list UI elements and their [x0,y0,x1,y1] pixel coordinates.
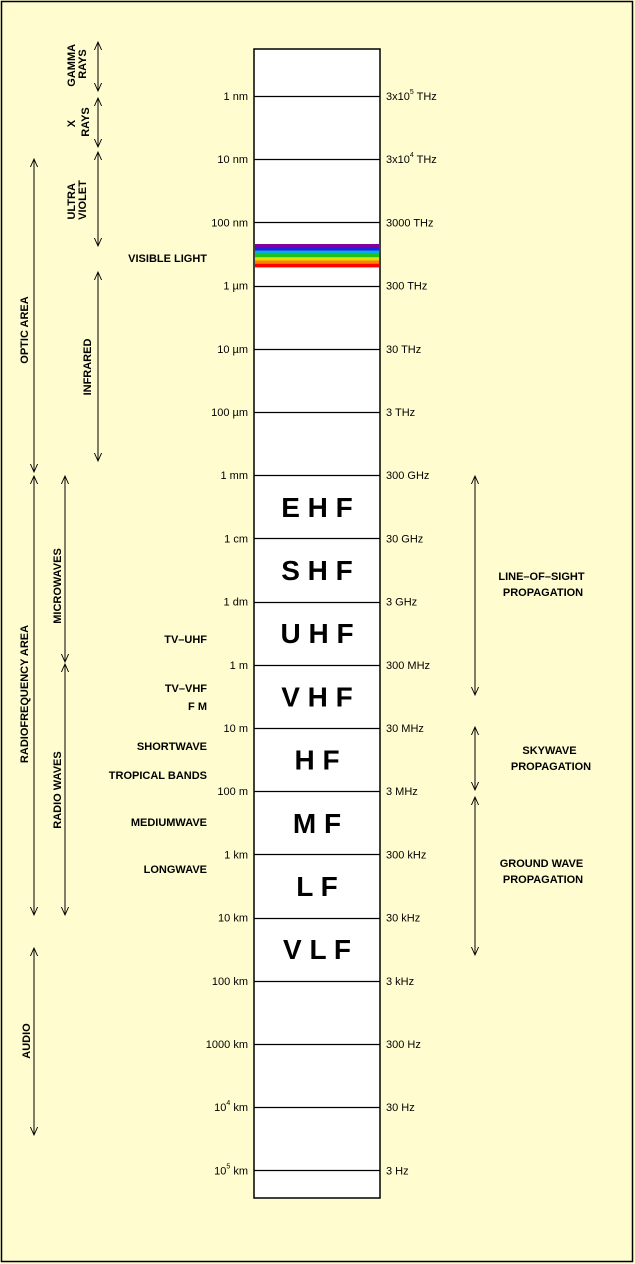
tropical-bands-label: TROPICAL BANDS [108,770,207,782]
infrared-label: INFRARED [82,338,94,396]
frequency-label: 300 Hz [386,1039,421,1051]
visible-light-stripe [255,247,379,251]
audio-label: AUDIO [21,1023,33,1059]
microwaves-label: MICROWAVES [52,548,64,624]
gamma-rays-label: GAMMA RAYS [66,44,89,87]
visible-light-stripe [255,251,379,255]
fm-label: F M [188,701,207,713]
tv-vhf-label: TV–VHF [164,683,207,695]
wavelength-label: 10 nm [217,154,248,167]
frequency-label: $3x10^5$ THz [386,89,437,103]
band-label: V L F [283,934,351,966]
radiofrequency-area-label: RADIOFREQUENCY AREA [19,624,31,764]
wavelength-label: 1 km [224,849,248,862]
visible-light-label: VISIBLE LIGHT [128,253,207,265]
frequency-label: 3 kHz [386,975,415,988]
band-label: M F [292,807,342,839]
shortwave-label: SHORTWAVE [136,741,207,753]
wavelength-label: 10 km [218,912,248,925]
visible-light-stripe [255,244,379,248]
visible-light-stripe [255,254,379,258]
frequency-label: 3000 THz [386,217,434,230]
band-label: S H F [281,555,353,586]
visible-light-stripe [255,261,379,265]
visible-light-stripes [255,244,379,267]
band-label: H F [294,744,340,776]
radio-waves-label: RADIO WAVES [52,751,64,829]
wavelength-label: 1 m [229,659,248,672]
frequency-label: 30 Hz [386,1102,415,1115]
wavelength-label: 1 dm [223,596,248,609]
wavelength-label: 100 nm [211,217,248,230]
frequency-label: 30 GHz [386,533,424,546]
frequency-label: 30 kHz [386,912,421,925]
ground-wave-label: GROUND WAVE PROPAGATION [499,858,584,886]
visible-light-stripe [255,264,379,268]
tv-uhf-label: TV–UHF [164,634,207,646]
frequency-label: 3 Hz [386,1165,409,1178]
frequency-label: 3 MHz [386,786,418,799]
ultraviolet-label: ULTRA VIOLET [66,180,89,220]
x-rays-label: X RAYS [66,107,92,137]
wavelength-label: $10^5$ km [214,1163,248,1178]
longwave-label: LONGWAVE [143,864,207,876]
band-label: L F [296,871,338,902]
frequency-label: 300 MHz [386,659,431,672]
wavelength-label: 1000 km [205,1039,248,1051]
frequency-label: $3x10^4$ THz [386,152,437,167]
wavelength-label: $10^4$ km [214,1100,248,1115]
line-of-sight-label: LINE–OF–SIGHT PROPAGATION [498,571,585,599]
visible-light-stripe [255,257,379,261]
wavelength-label: 100 m [217,786,248,799]
wavelength-label: 1 mm [220,470,248,483]
wavelength-label: 100 µm [211,407,248,419]
frequency-label: 30 MHz [386,723,424,735]
mediumwave-label: MEDIUMWAVE [130,817,207,829]
frequency-label: 3 GHz [386,596,418,609]
band-label: E H F [281,491,353,523]
frequency-label: 300 GHz [386,470,430,483]
band-label: V H F [281,681,353,713]
wavelength-label: 10 µm [217,343,248,356]
wavelength-label: 1 µm [223,280,248,293]
frequency-label: 30 THz [386,343,422,356]
wavelength-label: 100 km [211,975,248,988]
wavelength-label: 1 cm [224,533,248,546]
frequency-label: 3 THz [386,407,416,419]
band-label: U H F [280,618,354,650]
wavelength-label: 1 nm [223,91,248,103]
wavelength-label: 10 m [223,723,248,735]
frequency-label: 300 kHz [386,849,427,862]
skywave-label: SKYWAVE PROPAGATION [510,745,592,773]
optic-area-label: OPTIC AREA [19,296,31,364]
frequency-label: 300 THz [386,280,428,293]
